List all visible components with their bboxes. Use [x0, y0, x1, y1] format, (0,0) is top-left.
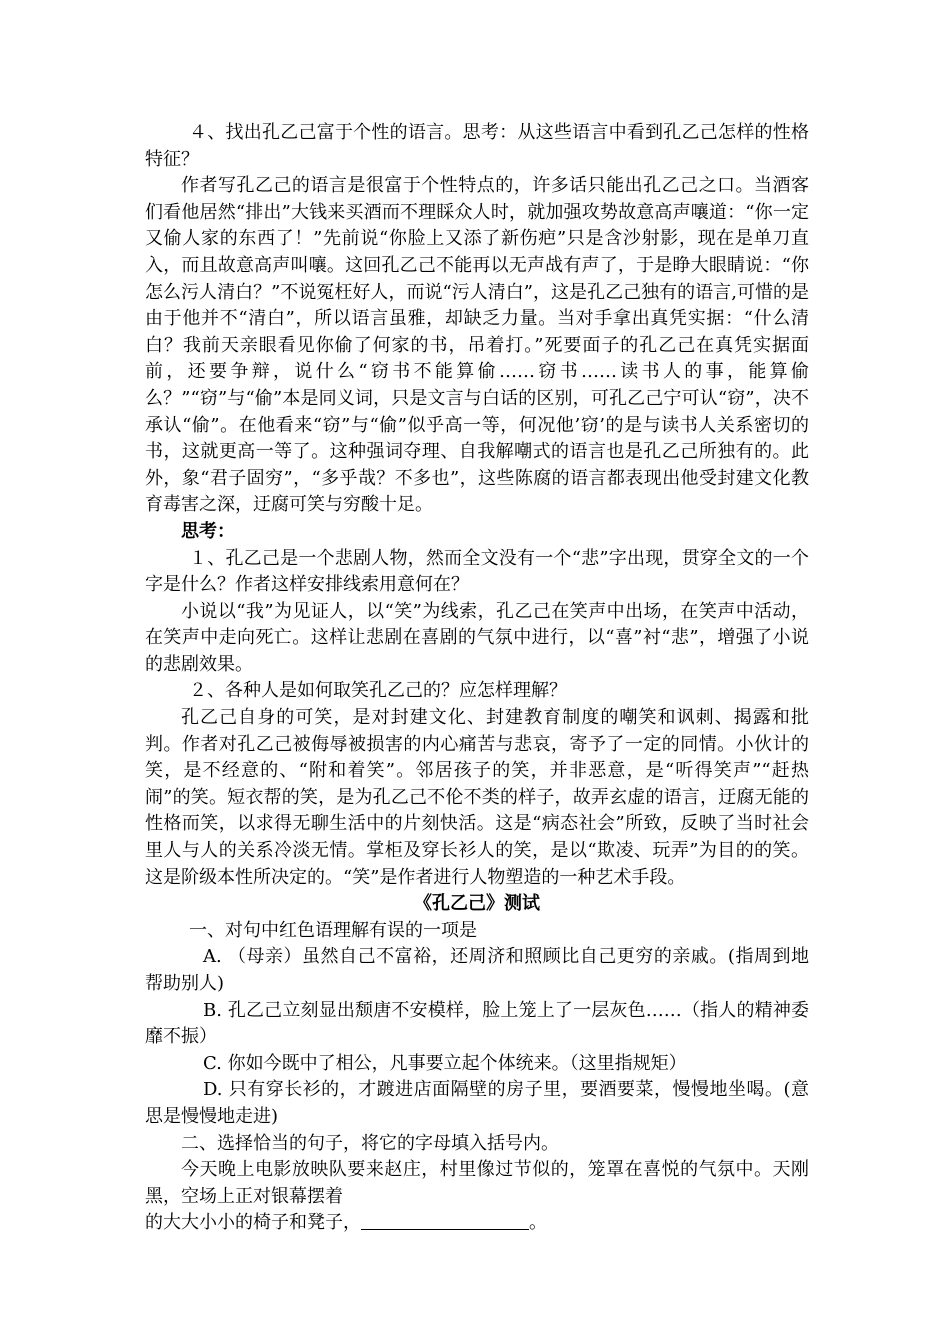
- test-question-2: 二、选择恰当的句子，将它的字母填入括号内。: [181, 1132, 559, 1154]
- think-answer-1: 小说以“我”为见证人，以“笑”为线索，孔乙己在笑声中出场，在笑声中活动，在笑声中走向死亡。这样让悲剧在喜剧的气氛中进行，以“喜”衬“悲”，增强了小说的悲剧效果。: [145, 600, 809, 675]
- answer-blank[interactable]: [361, 1211, 529, 1230]
- passage-line-2: [145, 1210, 809, 1237]
- think-heading: 思考：: [181, 520, 235, 542]
- section4-question: ４、找出孔乙己富于个性的语言。思考：从这些语言中看到孔乙己怎样的性格特征？: [145, 122, 809, 170]
- passage-line-1: 今天晚上电影放映队要来赵庄，村里像过节似的，笼罩在喜悦的气氛中。天刚黑，空场上正对银幕摆着: [145, 1159, 809, 1207]
- option-c: C. 你如今既中了相公，凡事要立起个体统来。（这里指规矩）: [203, 1052, 687, 1074]
- think-question-1: １、孔乙己是一个悲剧人物，然而全文没有一个“悲”字出现，贯穿全文的一个字是什么？作者这样安排线索用意何在？: [145, 547, 809, 596]
- think-question-2: ２、各种人是如何取笑孔乙己的？应怎样理解？: [189, 680, 567, 702]
- option-b: B. 孔乙己立刻显出颓唐不安模样，脸上笼上了一层灰色……（指人的精神委靡不振）: [145, 999, 809, 1048]
- test-title: 《孔乙己》测试: [414, 893, 540, 915]
- think-answer-2: 孔乙己自身的可笑，是对封建文化、封建教育制度的嘲笑和讽刺、揭露和批判。作者对孔乙己被侮辱被损害的内心痛苦与悲哀，寄予了一定的同情。小伙计的笑，是不经意的、“附和着笑”。邻居孩子的笑，并非恶意，是“听得笑声”“赶热闹”的笑。短衣帮的笑，是为孔乙己不伦不类的样子，故弄玄虚的语言，迂腐无能的性格而笑，以求得无聊生活中的片刻快活。这是“病态社会”所致，反映了当时社会里人与人的关系冷淡无情。掌柜及穿长衫人的笑，是以“欺凌、玩弄”为目的的笑。这是阶级本性所决定的。“笑”是作者进行人物塑造的一种艺术手段。: [145, 707, 809, 888]
- test-question-1: 一、对句中红色语理解有误的一项是: [189, 919, 477, 941]
- passage-line-2-end: 。: [529, 1212, 547, 1234]
- passage-line-2-text: 的大大小小的椅子和凳子，: [145, 1212, 361, 1234]
- document-page: [145, 120, 809, 1237]
- option-d: D. 只有穿长衫的，才踱进店面隔壁的房子里，要酒要菜，慢慢地坐喝。(意思是慢慢地走进): [145, 1079, 809, 1127]
- section4-answer: 作者写孔乙己的语言是很富于个性特点的，许多话只能出孔乙己之口。当酒客们看他居然“排出”大钱来买酒而不理睬众人时，就加强攻势故意高声嚷道：“你一定又偷人家的东西了！”先前说“你脸上又添了新伤疤”只是含沙射影，现在是单刀直入，而且故意高声叫嚷。这回孔乙己不能再以无声战有声了，于是睁大眼睛说：“你怎么污人清白？”不说冤枉好人，而说“污人清白”，这是孔乙己独有的语言,可惜的是由于他并不“清白”，所以语言虽雅，却缺乏力量。当对手拿出真凭实据：“什么清白？我前天亲眼看见你偷了何家的书，吊着打。”死要面子的孔乙己在真凭实据面前，还要争辩，说什么“窃书不能算偷……窃书……读书人的事，能算偷么？”“窃”与“偷”本是同义词，只是文言与白话的区别，可孔乙己宁可认“窃”，决不承认“偷”。在他看来“窃”与“偷”似乎高一等，何况他’窃’的是与读书人关系密切的书，这就更高一等了。这种强词夺理、自我解嘲式的语言也是孔乙己所独有的。此外，象“君子固穷”，“多乎哉？不多也”，这些陈腐的语言都表现出他受封建文化教育毒害之深，迂腐可笑与穷酸十足。: [145, 175, 809, 516]
- option-a: A. （母亲）虽然自己不富裕，还周济和照顾比自己更穷的亲戚。(指周到地帮助别人): [145, 946, 809, 994]
